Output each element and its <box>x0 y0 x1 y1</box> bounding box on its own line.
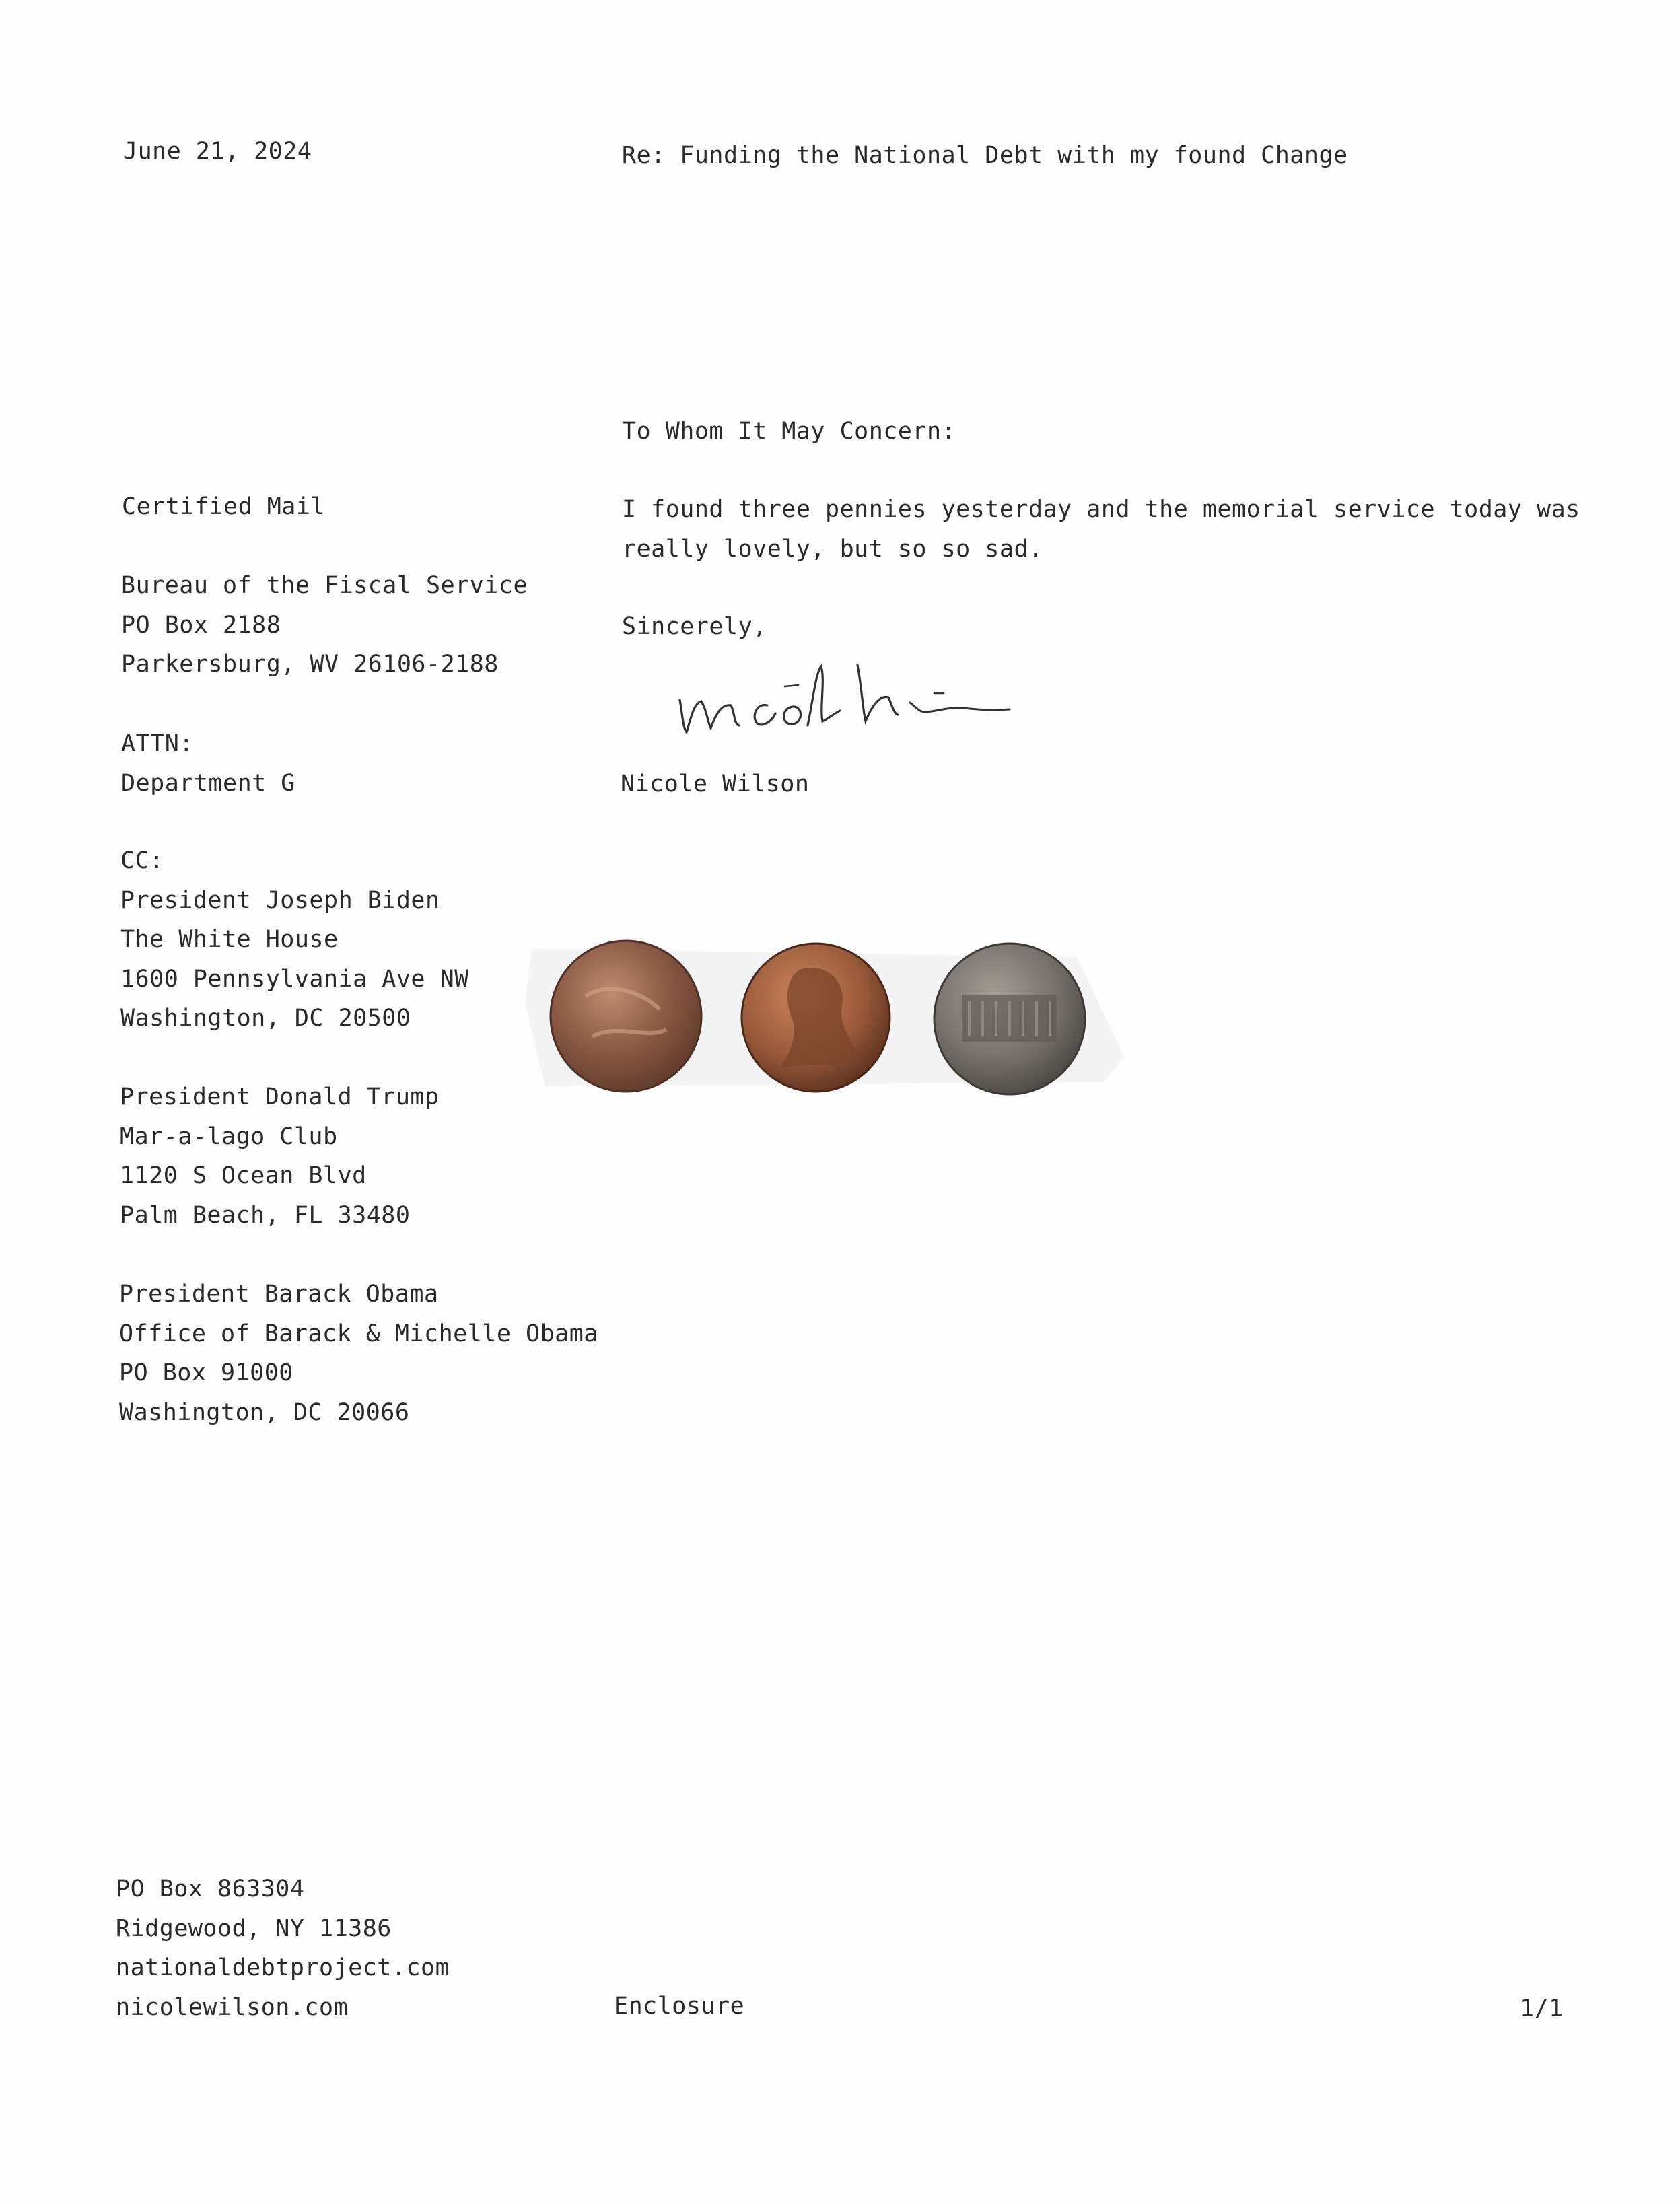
cc-line: 1600 Pennsylvania Ave NW <box>120 965 469 993</box>
cc-line: The White House <box>120 926 339 953</box>
penny-reverse-memorial <box>934 944 1085 1094</box>
cc-line: Palm Beach, FL 33480 <box>120 1201 411 1229</box>
cc-label: CC: <box>120 847 164 874</box>
handwritten-signature <box>666 646 1030 760</box>
cc-block-obama <box>119 1275 598 1432</box>
cc-line: 1120 S Ocean Blvd <box>120 1162 367 1189</box>
website-link[interactable]: nationaldebtproject.com <box>116 1954 450 1981</box>
penny-reverse-tarnished <box>551 941 701 1092</box>
penny-obverse-lincoln <box>742 944 890 1092</box>
cc-line: Mar-a-lago Club <box>120 1123 338 1150</box>
letter-date: June 21, 2024 <box>123 138 312 165</box>
letter-body <box>622 490 1580 569</box>
website-link[interactable]: nicolewilson.com <box>116 1993 349 2021</box>
closing: Sincerely, <box>622 613 767 640</box>
recipient-address <box>121 566 528 684</box>
page-number: 1/1 <box>1520 1995 1564 2022</box>
mail-method: Certified Mail <box>122 493 326 520</box>
recipient-line: Bureau of the Fiscal Service <box>121 572 528 599</box>
cc-line: President Barack Obama <box>119 1281 439 1308</box>
body-line: really lovely, but so so sad. <box>622 535 1043 563</box>
cc-line: President Joseph Biden <box>120 886 440 914</box>
cc-block-trump <box>120 1077 440 1235</box>
letter-subject: Re: Funding the National Debt with my found Change <box>622 142 1348 169</box>
taped-pennies <box>525 922 1131 1117</box>
cc-line: Washington, DC 20066 <box>119 1398 410 1426</box>
cc-line: Office of Barack & Michelle Obama <box>119 1320 598 1347</box>
return-address-line: PO Box 863304 <box>116 1876 305 1903</box>
attn-block <box>121 724 295 803</box>
cc-block-biden <box>120 841 469 1038</box>
recipient-line: Parkersburg, WV 26106-2188 <box>121 651 499 678</box>
cc-line: PO Box 91000 <box>119 1359 293 1386</box>
body-line: I found three pennies yesterday and the memorial service today was <box>622 496 1580 523</box>
enclosure-note: Enclosure <box>614 1993 745 2020</box>
attn-label: ATTN: <box>121 730 194 757</box>
recipient-line: PO Box 2188 <box>121 611 281 639</box>
salutation: To Whom It May Concern: <box>622 418 956 445</box>
cc-line: President Donald Trump <box>120 1083 440 1110</box>
signer-name: Nicole Wilson <box>621 771 810 797</box>
return-address-line: Ridgewood, NY 11386 <box>116 1915 392 1942</box>
cc-line: Washington, DC 20500 <box>120 1005 411 1032</box>
attn-department: Department G <box>121 769 295 797</box>
return-address <box>116 1870 450 2027</box>
